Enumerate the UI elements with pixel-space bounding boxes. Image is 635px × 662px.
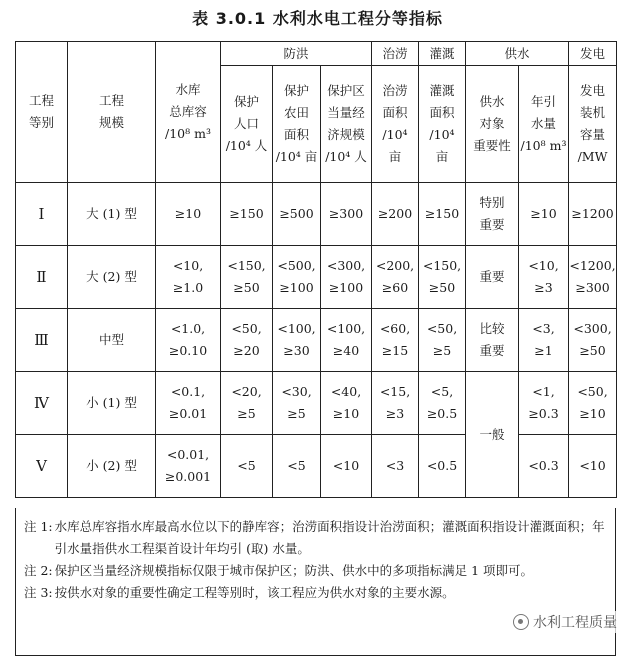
wechat-icon <box>513 614 529 630</box>
cell-waterlog: <60, ≥15 <box>372 309 419 372</box>
header-irrigation: 灌溉 <box>419 42 466 66</box>
header-flood-econ: 保护区 当量经 济规模 /10⁴ 人 <box>321 66 372 183</box>
note-item <box>24 560 607 582</box>
cell-power: <1200, ≥300 <box>569 246 617 309</box>
cell-irrigation: <150, ≥50 <box>419 246 466 309</box>
table-row <box>16 246 617 309</box>
cell-capacity: <1.0, ≥0.10 <box>156 309 221 372</box>
header-irrigation-area: 灌溉 面积 /10⁴ 亩 <box>419 66 466 183</box>
cell-flood-farm: ≥500 <box>273 183 321 246</box>
notes-box <box>15 508 616 656</box>
cell-scale: 小 (2) 型 <box>68 435 156 498</box>
note-text: 保护区当量经济规模指标仅限于城市保护区；防洪、供水中的多项指标满足 1 项即可。 <box>54 563 534 578</box>
cell-scale: 大 (2) 型 <box>68 246 156 309</box>
header-waterlog: 治涝 <box>372 42 419 66</box>
cell-supply-volume: <3, ≥1 <box>519 309 569 372</box>
classification-table <box>15 41 617 498</box>
cell-grade: Ⅴ <box>16 435 68 498</box>
cell-flood-farm: <100, ≥30 <box>273 309 321 372</box>
cell-scale: 中型 <box>68 309 156 372</box>
cell-flood-pop: ≥150 <box>221 183 273 246</box>
cell-scale: 大 (1) 型 <box>68 183 156 246</box>
header-power: 发电 <box>569 42 617 66</box>
table-row <box>16 372 617 435</box>
cell-capacity: <0.1, ≥0.01 <box>156 372 221 435</box>
cell-capacity: <0.01, ≥0.001 <box>156 435 221 498</box>
note-label: 注 2: <box>24 563 53 578</box>
note-label: 注 3: <box>24 585 53 600</box>
header-capacity: 水库 总库容 /10⁸ m³ <box>156 42 221 183</box>
cell-irrigation: <0.5 <box>419 435 466 498</box>
cell-grade: Ⅰ <box>16 183 68 246</box>
cell-irrigation: ≥150 <box>419 183 466 246</box>
note-text: 水库总库容指水库最高水位以下的静库容；治涝面积指设计治涝面积；灌溉面积指设计灌溉面积；年引水量指供水工程渠首设计年均引 (取) 水量。 <box>54 519 605 556</box>
cell-flood-pop: <150, ≥50 <box>221 246 273 309</box>
cell-irrigation: <50, ≥5 <box>419 309 466 372</box>
cell-grade: Ⅱ <box>16 246 68 309</box>
header-flood: 防洪 <box>221 42 372 66</box>
cell-flood-pop: <50, ≥20 <box>221 309 273 372</box>
cell-flood-econ: ≥300 <box>321 183 372 246</box>
cell-power: ≥1200 <box>569 183 617 246</box>
cell-waterlog: <15, ≥3 <box>372 372 419 435</box>
cell-flood-farm: <5 <box>273 435 321 498</box>
header-flood-pop: 保护 人口 /10⁴ 人 <box>221 66 273 183</box>
cell-flood-econ: <40, ≥10 <box>321 372 372 435</box>
cell-supply-importance: 一般 <box>466 372 519 498</box>
table-row <box>16 183 617 246</box>
watermark-text: 水利工程质量 <box>533 615 617 631</box>
header-supply-volume: 年引 水量 /10⁸ m³ <box>519 66 569 183</box>
cell-power: <50, ≥10 <box>569 372 617 435</box>
table-row <box>16 309 617 372</box>
cell-waterlog: <200, ≥60 <box>372 246 419 309</box>
cell-flood-farm: <30, ≥5 <box>273 372 321 435</box>
header-flood-farm: 保护 农田 面积 /10⁴ 亩 <box>273 66 321 183</box>
note-item <box>24 582 607 604</box>
note-text: 按供水对象的重要性确定工程等别时，该工程应为供水对象的主要水源。 <box>54 585 455 600</box>
cell-power: <300, ≥50 <box>569 309 617 372</box>
cell-flood-farm: <500, ≥100 <box>273 246 321 309</box>
note-label: 注 1: <box>24 519 53 534</box>
cell-grade: Ⅲ <box>16 309 68 372</box>
cell-grade: Ⅳ <box>16 372 68 435</box>
cell-flood-pop: <20, ≥5 <box>221 372 273 435</box>
header-scale: 工程 规模 <box>68 42 156 183</box>
header-waterlog-area: 治涝 面积 /10⁴ 亩 <box>372 66 419 183</box>
cell-capacity: <10, ≥1.0 <box>156 246 221 309</box>
cell-flood-econ: <100, ≥40 <box>321 309 372 372</box>
cell-supply-volume: <0.3 <box>519 435 569 498</box>
note-item <box>24 516 607 560</box>
cell-waterlog: ≥200 <box>372 183 419 246</box>
cell-irrigation: <5, ≥0.5 <box>419 372 466 435</box>
watermark <box>509 611 621 633</box>
table-row <box>16 435 617 498</box>
cell-flood-econ: <10 <box>321 435 372 498</box>
cell-supply-importance: 特别 重要 <box>466 183 519 246</box>
cell-waterlog: <3 <box>372 435 419 498</box>
cell-supply-volume: <10, ≥3 <box>519 246 569 309</box>
header-power-capacity: 发电 装机 容量 /MW <box>569 66 617 183</box>
header-supply: 供水 <box>466 42 569 66</box>
header-supply-importance: 供水 对象 重要性 <box>466 66 519 183</box>
cell-flood-econ: <300, ≥100 <box>321 246 372 309</box>
cell-power: <10 <box>569 435 617 498</box>
cell-supply-importance: 比较 重要 <box>466 309 519 372</box>
cell-supply-volume: <1, ≥0.3 <box>519 372 569 435</box>
header-grade: 工程 等别 <box>16 42 68 183</box>
cell-flood-pop: <5 <box>221 435 273 498</box>
cell-supply-importance: 重要 <box>466 246 519 309</box>
table-title: 表 3.0.1 水利水电工程分等指标 <box>192 9 443 28</box>
cell-capacity: ≥10 <box>156 183 221 246</box>
cell-supply-volume: ≥10 <box>519 183 569 246</box>
cell-scale: 小 (1) 型 <box>68 372 156 435</box>
